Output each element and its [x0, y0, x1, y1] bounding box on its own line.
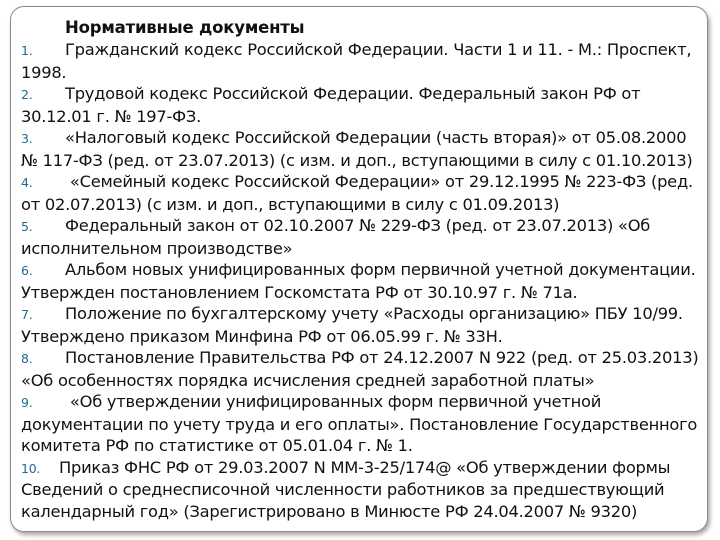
list-item: [21, 127, 699, 171]
item-text: Федеральный закон от 02.10.2007 № 229-ФЗ (ред. от 23.07.2013) «Об исполнительном производстве»: [21, 216, 651, 258]
item-text: Постановление Правительства РФ от 24.12.2007 N 922 (ред. от 25.03.2013) «Об особенностях порядка исчисления средней заработной платы»: [21, 348, 699, 390]
item-number: 7.: [21, 307, 33, 322]
list-item: [21, 391, 699, 457]
item-text: Положение по бухгалтерскому учету «Расходы организацию» ПБУ 10/99. Утверждено приказом Минфина РФ от 06.05.99 г. № 33Н.: [21, 304, 683, 346]
item-text: Трудовой кодекс Российской Федерации. Федеральный закон РФ от 30.12.01 г. № 197-ФЗ.: [21, 84, 641, 126]
item-number: 2.: [21, 87, 33, 102]
document-list: [21, 39, 699, 522]
document-content: [21, 17, 699, 522]
list-item: [21, 259, 699, 303]
document-heading: Нормативные документы: [65, 18, 305, 37]
item-number: 9.: [21, 395, 33, 410]
item-number: 4.: [21, 175, 33, 190]
item-text: Приказ ФНС РФ от 29.03.2007 N ММ-3-25/174@ «Об утверждении формы Сведений о среднесписочной численности работников за предшествующий календарный год» (Зарегистрировано в Минюсте РФ 24.04.2007 № 9320): [21, 457, 671, 521]
item-text: «Налоговый кодекс Российской Федерации (часть вторая)» от 05.08.2000 № 117-ФЗ (ред. от 23.07.2013) (с изм. и доп., вступающими в силу с 01.10.2013): [21, 128, 693, 170]
list-item: [21, 457, 699, 523]
item-text: «Семейный кодекс Российской Федерации» от 29.12.1995 № 223-ФЗ (ред. от 02.07.2013) (с изм. и доп., вступающими в силу с 01.09.2013): [21, 172, 693, 214]
list-item: [21, 39, 699, 83]
item-number: 3.: [21, 131, 33, 146]
list-item: [21, 83, 699, 127]
item-text: Гражданский кодекс Российской Федерации. Части 1 и 11. - М.: Проспект, 1998.: [21, 40, 692, 82]
item-number: 6.: [21, 263, 33, 278]
item-text: Альбом новых унифицированных форм первичной учетной документации. Утвержден постановлением Госкомстата РФ от 30.10.97 г. № 71а.: [21, 260, 696, 302]
list-item: [21, 347, 699, 391]
list-item: [21, 171, 699, 215]
item-number: 5.: [21, 219, 33, 234]
slide-panel: [10, 6, 708, 532]
item-text: «Об утверждении унифицированных форм первичной учетной документации по учету труда и его оплаты». Постановление Государственного комитета РФ по статистике от 05.01.04 г. № 1.: [21, 392, 698, 455]
item-number: 1.: [21, 43, 33, 58]
item-number: 8.: [21, 351, 33, 366]
list-item: [21, 303, 699, 347]
item-number: 10.: [21, 460, 41, 476]
list-item: [21, 215, 699, 259]
